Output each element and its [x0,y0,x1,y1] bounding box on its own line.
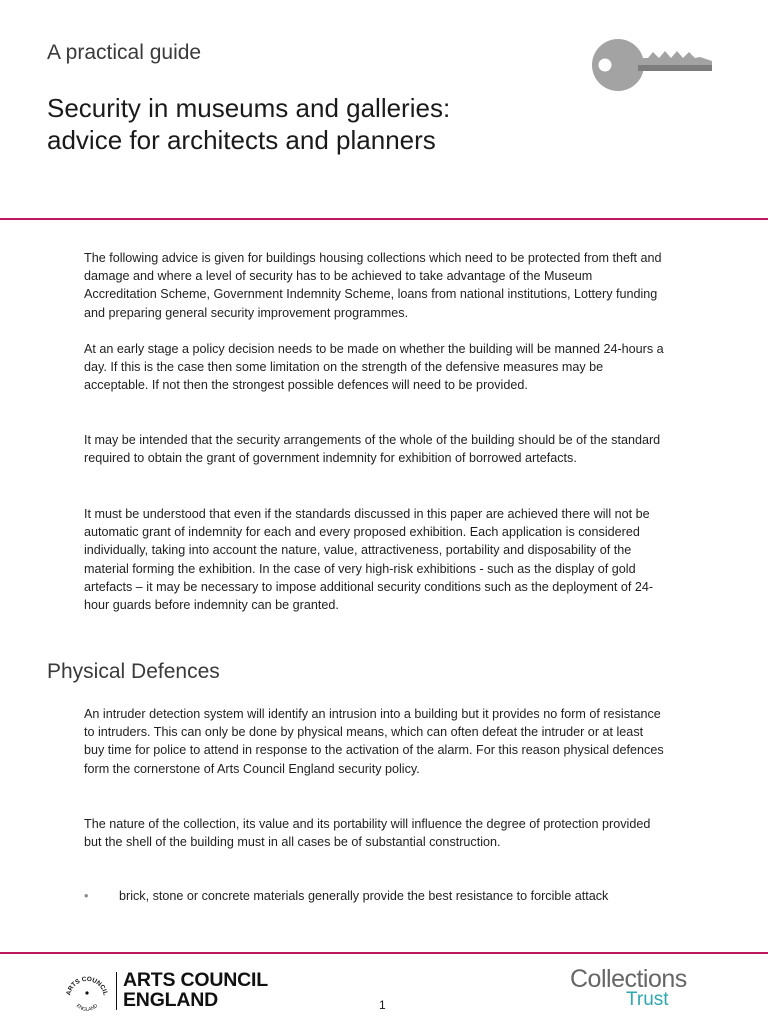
document-title [47,92,450,156]
logo-divider [116,972,117,1010]
arts-council-logo-line-1: ARTS COUNCIL [123,969,268,991]
footer-divider [0,952,768,954]
svg-text:ARTS COUNCIL: ARTS COUNCIL [65,975,109,997]
bullet-icon: • [84,889,89,903]
page-number: 1 [379,998,386,1012]
arts-council-seal-icon [62,968,112,1018]
key-icon [588,34,714,96]
document-subtitle: A practical guide [47,41,202,64]
svg-text:ENGLAND: ENGLAND [74,1002,100,1013]
header-divider [0,218,768,220]
title-line-1: Security in museums and galleries: [47,93,451,123]
collections-trust-logo-line-2: Trust [626,989,669,1010]
section-heading: Physical Defences [47,660,220,683]
intro-paragraph-3: It may be intended that the security arrangements of the whole of the building should be of the standard required to obtain the grant of government indemnity for exhibition of borrowed artefacts. [84,433,661,466]
collections-trust-logo-line-1: Collections [570,965,687,993]
title-line-2: advice for architects and planners [47,125,436,155]
bullet-text: brick, stone or concrete materials generally provide the best resistance to forcible attack [119,889,609,903]
arts-council-logo-line-2: ENGLAND [123,989,219,1011]
intro-paragraph-1: The following advice is given for buildings housing collections which need to be protected from theft and damage and where a level of security has to be achieved to take advantage of the Museum Accreditation Scheme, Government Indemnity Scheme, loans from national institutions, Lottery funding and preparing general security improvement programmes. [84,251,662,320]
intro-paragraph-2: At an early stage a policy decision needs to be made on whether the building will be manned 24-hours a day. If this is the case then some limitation on the strength of the defensive measures may be acceptable. If not then the strongest possible defences will need to be provided. [84,342,664,393]
section-paragraph-2: The nature of the collection, its value and its portability will influence the degree of protection provided but the shell of the building must in all cases be of substantial construction. [84,817,651,850]
intro-paragraph-4: It must be understood that even if the standards discussed in this paper are achieved there will not be automatic grant of indemnity for each and every proposed exhibition. Each application is considered individually, taking into account the nature, value, attractiveness, portability and disposability of the material forming the exhibition. In the case of very high-risk exhibitions - such as the display of gold artefacts – it may be necessary to impose additional security conditions such as the deployment of 24-hour guards before indemnity can be granted. [84,507,654,613]
section-paragraph-1: An intruder detection system will identify an intrusion into a building but it provides no form of resistance to intruders. This can only be done by physical means, which can often defeat the intruder or at least buy time for police to attend in response to the activation of the alarm. For this reason physical defences form the cornerstone of Arts Council England security policy. [84,707,664,776]
